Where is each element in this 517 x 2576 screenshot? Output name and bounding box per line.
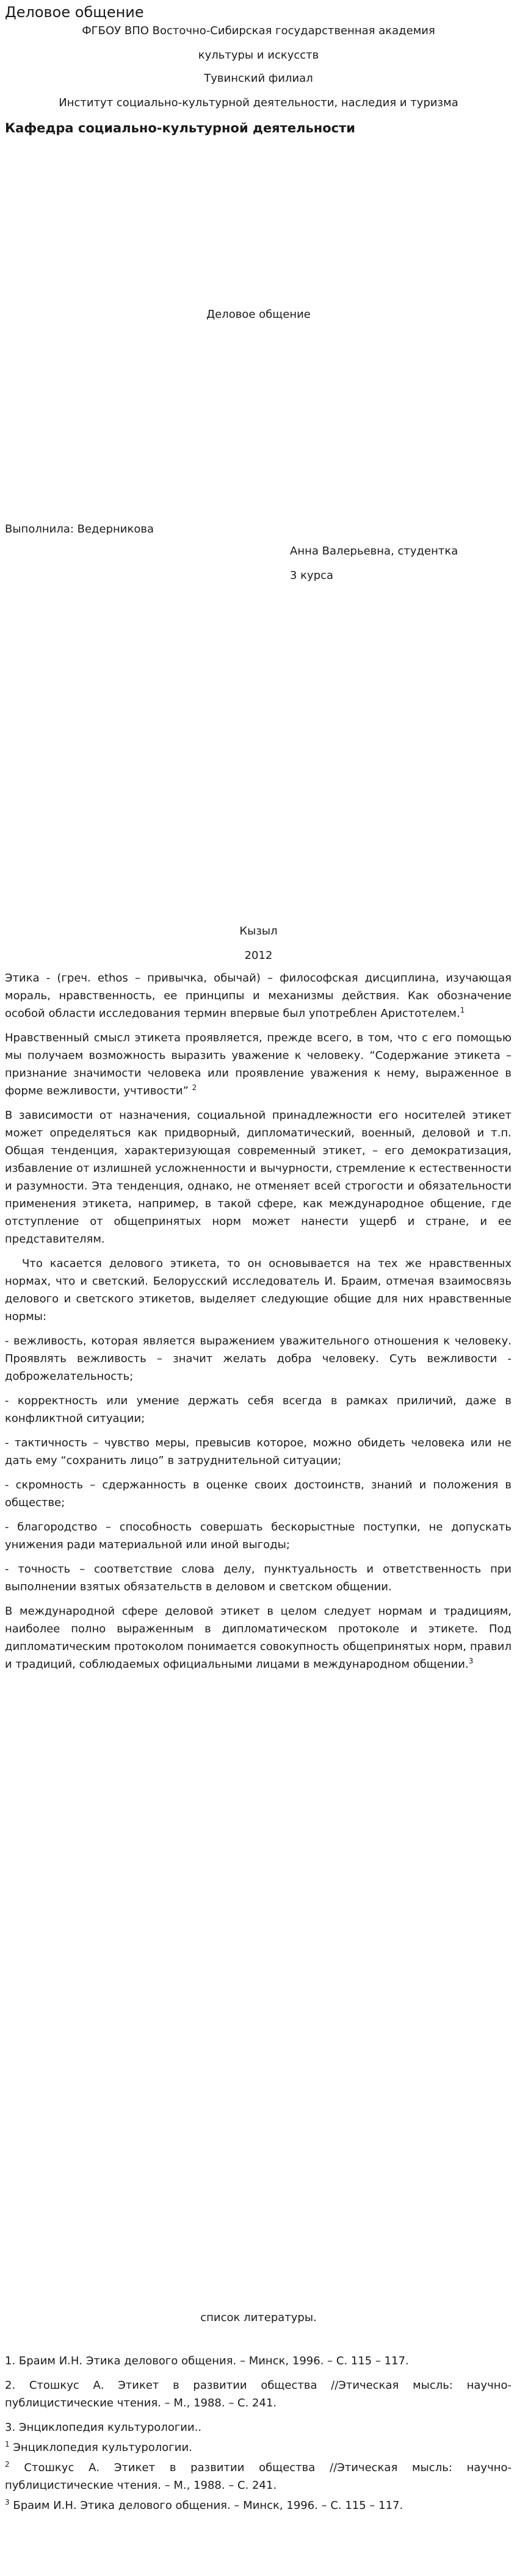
footnote-ref-3: 3: [468, 1657, 474, 1665]
city: Кызыл: [239, 925, 278, 938]
references-title: список литературы.: [200, 2311, 317, 2324]
reference-item-1: 1. Браим И.Н. Этика делового общения. – Минск, 1996. – С. 115 – 117.: [5, 2355, 409, 2367]
year: 2012: [244, 949, 273, 962]
norm-correctness: - корректность или умение держать себя всегда в рамках приличий, даже в конфликтной ситуации;: [5, 1394, 512, 1425]
author-name-status: Анна Валерьевна, студентка: [290, 545, 458, 558]
author-performed-by: Выполнила: Ведерникова: [5, 523, 154, 536]
main-text: [5, 969, 512, 1680]
paragraph-international: В международной сфере деловой этикет в целом следует нормам и традициям, наиболее полно выраженным в дипломатическом протоколе и этикете. Под дипломатическим протоколом понимается совокупность общепринятых норм, правил и традиций, соблюдаемых официальными лицами в международном общении.$^3$: [5, 1605, 512, 1671]
norm-modesty: - скромность – сдержанность в оценке своих достоинств, знаний и положения в обществе;: [5, 1479, 512, 1509]
norm-tact: - тактичность – чувство меры, превысив которое, можно обидеть человека или не дать ему “сохранить лицо” в затруднительной ситуации;: [5, 1437, 512, 1467]
footnote-mark-2: 2: [5, 2460, 10, 2469]
footnote-2: $^2$ Стошкус А. Этикет в развитии общества //Этическая мысль: научно-публицистические чтения. – М., 1988. – С. 241.: [5, 2460, 512, 2492]
paragraph-ethics-definition: Этика - (греч. ethos – привычка, обычай) – философская дисциплина, изучающая мораль, нравственность, ее принципы и механизмы действия. Как обозначение особой области исследования термин впервые был употреблен Аристотелем.$^1$: [5, 972, 512, 1020]
reference-item-2: 2. Стошкус А. Этикет в развитии общества //Этическая мысль: научно-публицистические чтения. – М., 1988. – С. 241.: [5, 2379, 512, 2409]
document-title: Деловое общение: [5, 4, 144, 21]
paragraph-etiquette-types: В зависимости от назначения, социальной принадлежности его носителей этикет может определяться как придворный, дипломатический, военный, деловой и т.п. Общая тенденция, характеризующая современный этикет, – его демократизация, избавление от излишней усложненности и вычурности, стремление к естественности и разумности. Эта тенденция, однако, не отменяет всей строгости и обязательности применения этикета, например, в такой сфере, как международное общение, где отступление от общепринятых норм может нанести ущерб и стране, и ее представителям.: [5, 1109, 512, 1246]
department-heading: Кафедра социально-культурной деятельности: [5, 121, 356, 135]
norm-accuracy: - точность – соответствие слова делу, пунктуальность и ответственность при выполнении взятых обязательств в деловом и светском общении.: [5, 1563, 512, 1593]
header-institute-line: Институт социально-культурной деятельности, наследия и туризма: [59, 96, 458, 109]
norm-politeness: - вежливость, которая является выражением уважительного отношения к человеку. Проявлять вежливость – значит желать добра человеку. Суть вежливости - доброжелательность;: [5, 1335, 512, 1383]
header-academy-line-2: культуры и искусств: [198, 49, 319, 62]
reference-item-3: 3. Энциклопедия культурологии..: [5, 2421, 202, 2434]
work-title: Деловое общение: [206, 308, 311, 321]
header-academy-line: ФГБОУ ВПО Восточно-Сибирская государственная академия: [82, 24, 435, 37]
footnote-ref-2: 2: [192, 1083, 197, 1092]
footnote-3: $^3$ Браим И.Н. Этика делового общения. – Минск, 1996. – С. 115 – 117.: [5, 2498, 403, 2512]
footnote-1: $^1$ Энциклопедия культурологии.: [5, 2440, 192, 2454]
paragraph-business-etiquette: Что касается делового этикета, то он основывается на тех же нравственных нормах, что и светский. Белорусский исследователь И. Браим, отмечая взаимосвязь делового и светского этикетов, выделяет следующие общие для них нравственные нормы:: [5, 1257, 512, 1323]
header-branch-line: Тувинский филиал: [204, 72, 313, 85]
references-list: [5, 2352, 512, 2517]
author-course: 3 курса: [290, 569, 334, 582]
paragraph-moral-meaning: Нравственный смысл этикета проявляется, прежде всего, в том, что с его помощью мы получаем возможность выразить уважение к человеку. “Содержание этикета – признание значимости человека или проявление уважения к нему, выраженное в форме вежливости, учтивости” $^2$: [5, 1031, 512, 1097]
footnote-mark-1: 1: [5, 2440, 10, 2449]
footnote-ref-1: 1: [460, 1006, 465, 1014]
footnote-mark-3: 3: [5, 2498, 10, 2506]
norm-nobility: - благородство – способность совершать бескорыстные поступки, не допускать унижения ради материальной или иной выгоды;: [5, 1521, 512, 1551]
